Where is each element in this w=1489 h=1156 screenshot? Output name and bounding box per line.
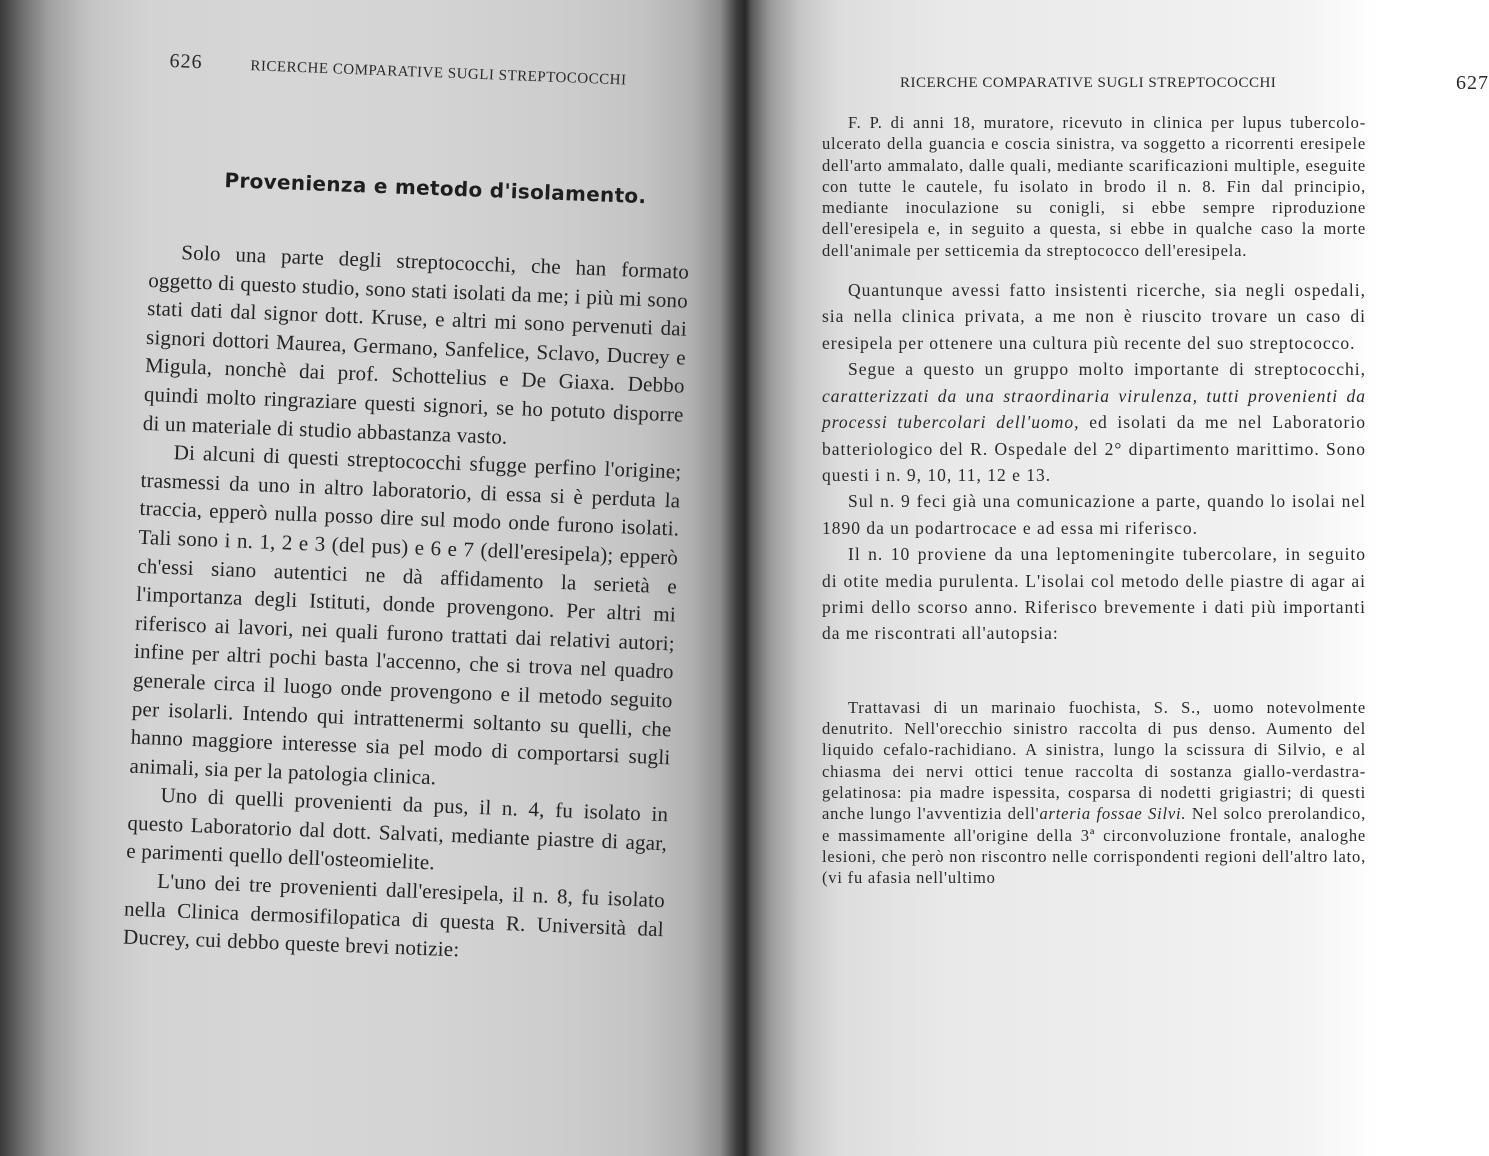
- right-paragraph-3: Sul n. 9 feci già una comunicazione a parte, quando lo isolai nel 1890 da un podartrocace e ad essa mi riferisco.: [822, 491, 1366, 538]
- left-page-number: 626: [169, 50, 203, 74]
- right-running-title: RICERCHE COMPARATIVE SUGLI STREPTOCOCCHI: [900, 75, 1277, 91]
- right-paragraph-2-italic: caratterizzati da una straordinaria virulenza, tutti provenienti da processi tubercolari dell'uomo,: [822, 385, 1366, 433]
- left-paragraph-3: Uno di quelli provenienti da pus, il n. 4, fu isolato in questo Laboratorio dal dott. Salvati, mediante piastre di agar, e parimenti quello dell'osteomielite.: [125, 783, 669, 875]
- right-paragraph-4: Il n. 10 proviene da una leptomeningite tubercolare, in seguito di otite media purulenta. L'isolai col metodo delle piastre di agar ai primi dello scorso anno. Riferisco brevemente i dati più importanti da me riscontrati all'autopsia:: [822, 544, 1366, 644]
- right-paragraph-2-start: Segue a questo un gruppo molto importante di streptococchi,: [848, 359, 1366, 380]
- case-note-2-start: Trattavasi di un marinaio fuochista, S. S., uomo notevolmente denutrito. Nell'orecchio sinistro raccolta di pus denso. Aumento del liquido cefalo-rachidiano. A sinistra, lungo la scissura di Silvio, e al chiasma dei nervi ottici tenue raccolta di sostanza giallo-verdastra-gelatinosa: pia madre ispessita, cosparsa di nodetti grigiastri; di questi anche lungo l'avventizia dell': [822, 697, 1366, 824]
- right-page: [760, 0, 1489, 1156]
- section-title: Provenienza e metodo d'isolamento.: [224, 168, 647, 209]
- case-note-2: [822, 697, 1366, 889]
- left-body-text: [123, 237, 690, 972]
- case-note-2-italic: arteria fossae Silvi.: [1039, 804, 1187, 824]
- case-note-1: F. P. di anni 18, muratore, ricevuto in clinica per lupus tubercolo-ulcerato della guancia e coscia sinistra, va soggetto a ricorrenti eresipele dell'arto ammalato, dalle quali, mediante scarificazioni multiple, eseguite con tutte le cautele, fu isolato in brodo il n. 8. Fin dal principio, mediante inoculazione su conigli, si ebbe sempre riproduzione dell'eresipela e, in seguito a questa, si ebbe in qualche caso la morte dell'animale per setticemia da streptococco dell'eresipela.: [822, 113, 1366, 260]
- left-running-title: RICERCHE COMPARATIVE SUGLI STREPTOCOCCHI: [250, 58, 627, 89]
- right-paragraph-2-end: ed isolati da me nel Laboratorio batteriologico del R. Ospedale del 2° dipartimento marittimo. Sono questi i n. 9, 10, 11, 12 e 13.: [822, 412, 1366, 485]
- left-running-head: [169, 50, 627, 91]
- left-paragraph-2: Di alcuni di questi streptococchi sfugge perfino l'origine; trasmessi da uno in altro laboratorio, di essa si è perduta la traccia, epperò nulla posso dire sul modo onde furono isolati. Tali sono i n. 1, 2 e 3 (del pus) e 6 e 7 (dell'eresipela); epperò ch'essi siano autentici ne dà affidamento la serietà e l'importanza degli Istituti, donde provengono. Per altri mi riferisco ai lavori, nei quali furono trattati dai relativi autori; infine per altri pochi basta l'accenno, che si trova nel quadro generale circa il luogo onde provengono e il metodo seguito per isolarli. Intendo qui intrattenermi soltanto su quelli, che hanno maggiore interesse sia pel modo di comportarsi sugli animali, sia per la patologia clinica.: [129, 440, 682, 790]
- right-page-number: 627: [1456, 72, 1489, 94]
- right-paragraph-2: [822, 356, 1366, 488]
- case-note-2-end: Nel solco prerolandico, e massimamente all'origine della 3ª circonvoluzione frontale, analoghe lesioni, che però non riscontro nelle corrispondenti regioni dell'altro lato, (vi fu afasia nell'ultimo: [822, 804, 1366, 888]
- right-body-text: [822, 112, 1366, 888]
- left-paragraph-4: L'uno dei tre provenienti dall'eresipela, il n. 8, fu isolato nella Clinica dermosifilopatica di questa R. Università dal Ducrey, cui debbo queste brevi notizie:: [122, 868, 666, 962]
- right-paragraph-1: Quantunque avessi fatto insistenti ricerche, sia negli ospedali, sia nella clinica privata, a me non è riuscito trovare un caso di eresipela per ottenere una cultura più recente del suo streptococco.: [822, 280, 1366, 353]
- right-running-head: [900, 72, 1489, 94]
- left-paragraph-1: Solo una parte degli streptococchi, che han formato oggetto di questo studio, sono stati isolati da me; i più mi sono stati dati dal signor dott. Kruse, e altri mi sono pervenuti dai signori dottori Maurea, Germano, Sanfelice, Sclavo, Ducrey e Migula, nonchè dai prof. Schottelius e De Giaxa. Debbo quindi molto ringraziare questi signori, se ho potuto disporre di un materiale di studio abbastanza vasto.: [142, 240, 690, 449]
